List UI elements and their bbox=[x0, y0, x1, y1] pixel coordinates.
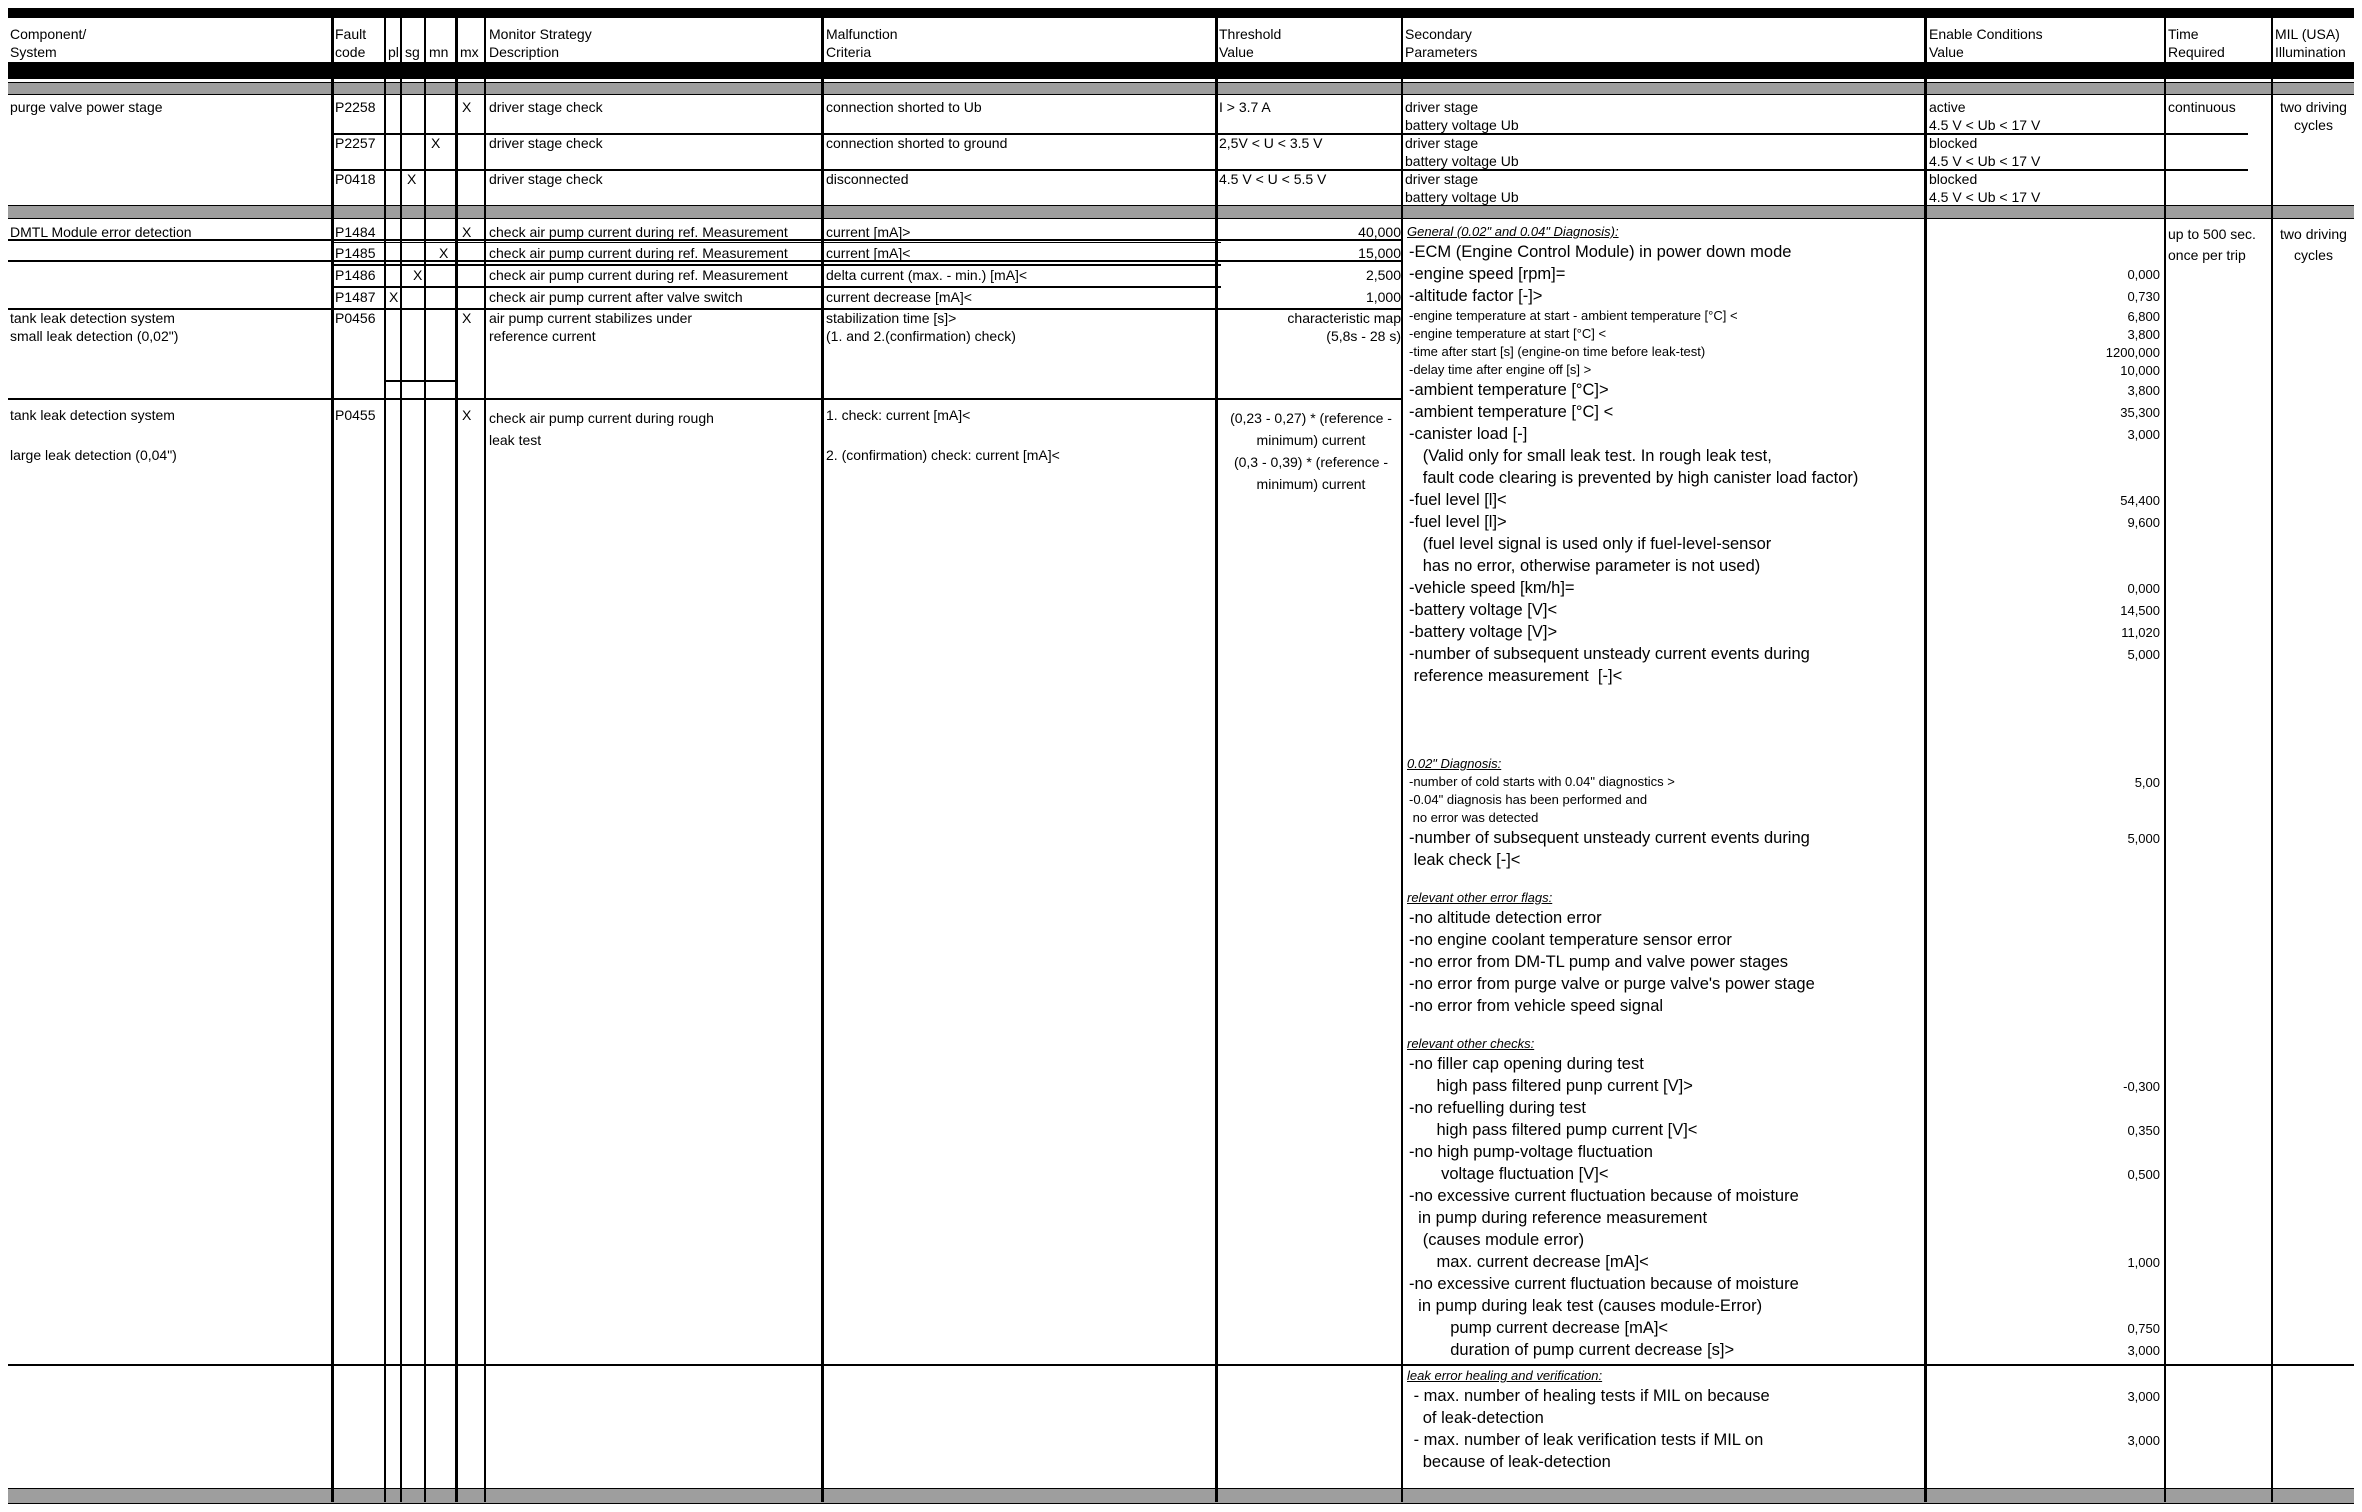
header-enable-conditions: Enable Conditions Value bbox=[1929, 26, 2043, 60]
dmtl-mil: two driving cycles bbox=[2280, 226, 2347, 263]
parameter-value: 5,000 bbox=[2127, 831, 2160, 846]
malfunction-criteria: current [mA]< bbox=[826, 245, 911, 261]
fault-code: P0418 bbox=[335, 171, 376, 187]
parameter-label: - max. number of healing tests if MIL on because bbox=[1409, 1387, 1770, 1405]
secondary-parameters: driver stage battery voltage Ub bbox=[1405, 99, 1519, 133]
malfunction-criteria: delta current (max. - min.) [mA]< bbox=[826, 267, 1028, 283]
threshold-value: characteristic map (5,8s - 28 s) bbox=[1287, 310, 1401, 344]
header-monitor-strategy: Monitor Strategy Description bbox=[489, 26, 592, 60]
parameter-label: leak check [-]< bbox=[1409, 851, 1521, 869]
header-mn: mn bbox=[429, 44, 449, 60]
parameter-label: -ambient temperature [°C]> bbox=[1409, 381, 1609, 399]
row-divider bbox=[331, 264, 1221, 266]
top-black-bar bbox=[8, 8, 2354, 18]
monitor-description: driver stage check bbox=[489, 135, 603, 151]
parameter-label: -no engine coolant temperature sensor error bbox=[1409, 931, 1732, 949]
parameter-label: - max. number of leak verification tests if MIL on bbox=[1409, 1431, 1764, 1449]
secondary-parameters: driver stage battery voltage Ub bbox=[1405, 135, 1519, 169]
monitor-description: air pump current stabilizes under reference current bbox=[489, 310, 693, 344]
parameter-label: -ECM (Engine Control Module) in power down mode bbox=[1409, 243, 1792, 261]
parameter-value: 0,000 bbox=[2127, 267, 2160, 282]
parameter-label: has no error, otherwise parameter is not used) bbox=[1409, 557, 1761, 575]
parameter-value: 3,000 bbox=[2127, 1343, 2160, 1358]
parameter-value: 0,350 bbox=[2127, 1123, 2160, 1138]
parameter-label: -altitude factor [-]> bbox=[1409, 287, 1543, 305]
fault-code: P1487 bbox=[335, 289, 376, 305]
parameter-label: (causes module error) bbox=[1409, 1231, 1585, 1249]
header-threshold: Threshold Value bbox=[1219, 26, 1282, 60]
monitor-description: check air pump current during rough leak test bbox=[489, 410, 714, 448]
parameter-label: -no altitude detection error bbox=[1409, 909, 1602, 927]
section-heading: 0.02" Diagnosis: bbox=[1407, 756, 1502, 771]
parameter-value: 14,500 bbox=[2120, 603, 2160, 618]
separator-bar bbox=[8, 205, 2354, 219]
secondary-parameters: driver stage battery voltage Ub bbox=[1405, 171, 1519, 205]
parameter-label: (fuel level signal is used only if fuel-level-sensor bbox=[1409, 535, 1772, 553]
parameter-label: -battery voltage [V]< bbox=[1409, 601, 1558, 619]
fault-code: P0456 bbox=[335, 310, 376, 326]
parameter-value: 0,750 bbox=[2127, 1321, 2160, 1336]
mx-mark: X bbox=[462, 224, 472, 240]
parameter-label: -number of subsequent unsteady current events during bbox=[1409, 829, 1810, 847]
parameter-label: -number of subsequent unsteady current events during bbox=[1409, 645, 1810, 663]
parameter-label: -0.04" diagnosis has been performed and bbox=[1409, 792, 1648, 807]
fault-code: P2257 bbox=[335, 135, 376, 151]
fault-code: P0455 bbox=[335, 407, 376, 423]
row-divider bbox=[8, 398, 1401, 400]
parameter-label: -engine speed [rpm]= bbox=[1409, 265, 1566, 283]
parameter-label: in pump during reference measurement bbox=[1409, 1209, 1708, 1227]
parameter-label: -no high pump-voltage fluctuation bbox=[1409, 1143, 1653, 1161]
header-sg: sg bbox=[405, 44, 420, 60]
malfunction-criteria: current [mA]> bbox=[826, 224, 911, 240]
section-heading: General (0.02" and 0.04" Diagnosis): bbox=[1407, 224, 1619, 239]
header-secondary: Secondary Parameters bbox=[1405, 26, 1478, 60]
threshold-value: 4.5 V < U < 5.5 V bbox=[1219, 171, 1327, 187]
malfunction-criteria: stabilization time [s]> (1. and 2.(confirmation) check) bbox=[826, 310, 1016, 344]
threshold-value: 2,500 bbox=[1365, 267, 1401, 283]
parameter-label: of leak-detection bbox=[1409, 1409, 1544, 1427]
monitor-description: check air pump current after valve switch bbox=[489, 289, 743, 305]
parameter-label: -battery voltage [V]> bbox=[1409, 623, 1558, 641]
threshold-value: (0,23 - 0,27) * (reference - minimum) current (0,3 - 0,39) * (reference - minimum) current bbox=[1230, 410, 1392, 492]
threshold-value: 15,000 bbox=[1358, 245, 1401, 261]
monitor-description: check air pump current during ref. Measurement bbox=[489, 224, 788, 240]
row-divider bbox=[8, 1364, 2354, 1366]
parameter-value: 9,600 bbox=[2127, 515, 2160, 530]
parameter-label: voltage fluctuation [V]< bbox=[1409, 1165, 1609, 1183]
parameter-value: 10,000 bbox=[2120, 363, 2160, 378]
purge-mil: two driving cycles bbox=[2280, 99, 2347, 133]
enable-conditions: blocked 4.5 V < Ub < 17 V bbox=[1929, 135, 2041, 169]
parameter-label: high pass filtered pump current [V]< bbox=[1409, 1121, 1698, 1139]
monitor-description: driver stage check bbox=[489, 99, 603, 115]
row-divider bbox=[331, 286, 1221, 288]
parameter-value: 3,000 bbox=[2127, 1433, 2160, 1448]
mn-mark: X bbox=[431, 135, 441, 151]
column-divider bbox=[2164, 18, 2166, 1502]
small-leak-component: tank leak detection system small leak detection (0,02") bbox=[10, 310, 179, 344]
parameter-value: 5,000 bbox=[2127, 647, 2160, 662]
parameter-label: -ambient temperature [°C] < bbox=[1409, 403, 1614, 421]
parameter-label: -no filler cap opening during test bbox=[1409, 1055, 1644, 1073]
parameter-label: -vehicle speed [km/h]= bbox=[1409, 579, 1575, 597]
parameter-value: 0,000 bbox=[2127, 581, 2160, 596]
pl-mark: X bbox=[389, 289, 399, 305]
section-heading: relevant other error flags: bbox=[1407, 890, 1553, 905]
parameter-label: fault code clearing is prevented by high canister load factor) bbox=[1409, 469, 1859, 487]
malfunction-criteria: connection shorted to ground bbox=[826, 135, 1008, 151]
bottom-separator-bar bbox=[8, 1488, 2354, 1504]
header-fault-code: Fault code bbox=[335, 26, 367, 60]
threshold-value: 40,000 bbox=[1358, 224, 1401, 240]
malfunction-criteria: 1. check: current [mA]< 2. (confirmation) check: current [mA]< bbox=[826, 407, 1060, 463]
parameter-label: reference measurement [-]< bbox=[1409, 667, 1623, 685]
dmtl-time: up to 500 sec. once per trip bbox=[2168, 226, 2256, 263]
parameter-label: -no error from DM-TL pump and valve power stages bbox=[1409, 953, 1789, 971]
purge-time: continuous bbox=[2168, 99, 2236, 115]
parameter-label: -time after start [s] (engine-on time before leak-test) bbox=[1409, 344, 1706, 359]
parameter-value: 1,000 bbox=[2127, 1255, 2160, 1270]
fault-code: P1484 bbox=[335, 224, 376, 240]
parameter-label: -delay time after engine off [s] > bbox=[1409, 362, 1592, 377]
parameter-label: duration of pump current decrease [s]> bbox=[1409, 1341, 1735, 1359]
parameter-label: -engine temperature at start [°C] < bbox=[1409, 326, 1607, 341]
parameter-label: -engine temperature at start - ambient temperature [°C] < bbox=[1409, 308, 1738, 323]
fault-code: P1486 bbox=[335, 267, 376, 283]
parameter-label: no error was detected bbox=[1409, 810, 1539, 825]
monitor-description: check air pump current during ref. Measurement bbox=[489, 245, 788, 261]
sg-mark: X bbox=[413, 267, 423, 283]
diagnostic-table bbox=[8, 8, 2354, 1504]
parameter-value: 11,020 bbox=[2121, 625, 2160, 640]
parameter-label: max. current decrease [mA]< bbox=[1409, 1253, 1649, 1271]
enable-conditions: blocked 4.5 V < Ub < 17 V bbox=[1929, 171, 2041, 205]
large-leak-component: tank leak detection system large leak detection (0,04") bbox=[10, 407, 177, 463]
parameter-label: -no refuelling during test bbox=[1409, 1099, 1587, 1117]
malfunction-criteria: disconnected bbox=[826, 171, 909, 187]
monitor-description: check air pump current during ref. Measurement bbox=[489, 267, 788, 283]
monitor-description: driver stage check bbox=[489, 171, 603, 187]
column-divider bbox=[1924, 18, 1927, 1502]
parameter-value: 3,800 bbox=[2127, 327, 2160, 342]
enable-conditions: active 4.5 V < Ub < 17 V bbox=[1929, 99, 2041, 133]
parameter-label: in pump during leak test (causes module-Error) bbox=[1409, 1297, 1763, 1315]
row-divider bbox=[384, 380, 455, 382]
mx-mark: X bbox=[462, 407, 472, 423]
mx-mark: X bbox=[462, 310, 472, 326]
parameter-value: 1200,000 bbox=[2105, 345, 2160, 360]
parameter-label: -fuel level [l]> bbox=[1409, 513, 1507, 531]
row-divider bbox=[331, 242, 1221, 243]
section-heading: leak error healing and verification: bbox=[1407, 1368, 1603, 1383]
parameter-label: because of leak-detection bbox=[1409, 1453, 1611, 1471]
fault-code: P2258 bbox=[335, 99, 376, 115]
header-time: Time Required bbox=[2168, 26, 2225, 60]
threshold-value: 2,5V < U < 3.5 V bbox=[1219, 135, 1323, 151]
threshold-value: 1,000 bbox=[1365, 289, 1401, 305]
mn-mark: X bbox=[439, 245, 449, 261]
mx-mark: X bbox=[462, 99, 472, 115]
parameter-value: 3,800 bbox=[2127, 383, 2160, 398]
parameter-label: -number of cold starts with 0.04" diagnostics > bbox=[1409, 774, 1675, 789]
header-pl: pl bbox=[388, 44, 399, 60]
sg-mark: X bbox=[407, 171, 417, 187]
fault-code: P1485 bbox=[335, 245, 376, 261]
malfunction-criteria: current decrease [mA]< bbox=[826, 289, 972, 305]
parameter-label: -no excessive current fluctuation because of moisture bbox=[1409, 1275, 1799, 1293]
parameter-value: -0,300 bbox=[2123, 1079, 2160, 1094]
dmtl-component: DMTL Module error detection bbox=[10, 224, 192, 240]
header-component: Component/ System bbox=[10, 26, 87, 60]
section-heading: relevant other checks: bbox=[1407, 1036, 1535, 1051]
parameter-value: 5,00 bbox=[2134, 775, 2160, 790]
parameter-label: -canister load [-] bbox=[1409, 425, 1528, 443]
row-divider bbox=[8, 308, 1401, 310]
parameter-value: 3,000 bbox=[2127, 427, 2160, 442]
parameter-value: 3,000 bbox=[2127, 1389, 2160, 1404]
separator-bar bbox=[8, 82, 2354, 95]
purge-component: purge valve power stage bbox=[10, 99, 163, 115]
parameter-value: 54,400 bbox=[2120, 493, 2160, 508]
malfunction-criteria: connection shorted to Ub bbox=[826, 99, 982, 115]
parameter-label: -no error from purge valve or purge valve's power stage bbox=[1409, 975, 1815, 993]
parameter-label: pump current decrease [mA]< bbox=[1409, 1319, 1669, 1337]
parameter-value: 0,730 bbox=[2127, 289, 2160, 304]
header-malfunction: Malfunction Criteria bbox=[826, 26, 898, 60]
parameter-value: 6,800 bbox=[2127, 309, 2160, 324]
threshold-value: I > 3.7 A bbox=[1219, 99, 1271, 115]
parameter-label: -fuel level [l]< bbox=[1409, 491, 1507, 509]
header-mil: MIL (USA) Illumination bbox=[2275, 26, 2346, 60]
parameter-label: -no error from vehicle speed signal bbox=[1409, 997, 1664, 1015]
parameter-label: -no excessive current fluctuation because of moisture bbox=[1409, 1187, 1799, 1205]
parameter-label: high pass filtered punp current [V]> bbox=[1409, 1077, 1693, 1095]
parameter-label: (Valid only for small leak test. In rough leak test, bbox=[1409, 447, 1772, 465]
column-divider bbox=[1401, 18, 1403, 1502]
header-black-bar bbox=[8, 62, 2354, 79]
parameter-value: 35,300 bbox=[2120, 405, 2160, 420]
parameter-value: 0,500 bbox=[2127, 1167, 2160, 1182]
header-mx: mx bbox=[460, 44, 479, 60]
